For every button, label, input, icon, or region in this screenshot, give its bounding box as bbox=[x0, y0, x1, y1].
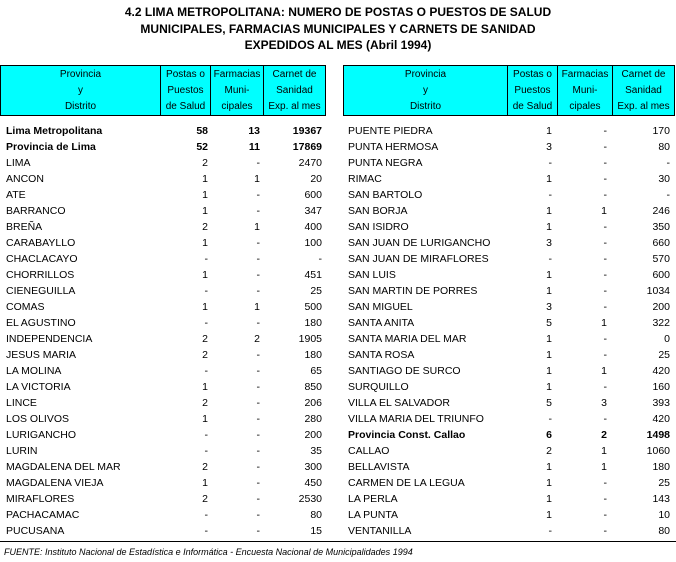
district-name: SAN LUIS bbox=[348, 269, 396, 281]
carnet-value: 25 bbox=[310, 285, 322, 297]
district-name: PACHACAMAC bbox=[6, 509, 80, 521]
district-name: SANTA ROSA bbox=[348, 349, 415, 361]
district-name: SAN BORJA bbox=[348, 205, 408, 217]
table-row bbox=[0, 267, 676, 283]
table-row bbox=[0, 219, 676, 235]
postas-value: 5 bbox=[546, 317, 552, 329]
carnet-value: 20 bbox=[310, 173, 322, 185]
district-name: BREÑA bbox=[6, 221, 43, 233]
district-name: VILLA MARIA DEL TRIUNFO bbox=[348, 413, 484, 425]
header-farmacias: Farmacias Muni- cipales bbox=[211, 66, 264, 116]
district-name: LA PERLA bbox=[348, 493, 398, 505]
district-name: CIENEGUILLA bbox=[6, 285, 76, 297]
bottom-rule bbox=[0, 541, 676, 542]
postas-value: 3 bbox=[546, 141, 552, 153]
farmacias-value: - bbox=[603, 285, 607, 297]
district-name: ATE bbox=[6, 189, 26, 201]
postas-value: 1 bbox=[546, 349, 552, 361]
farmacias-value: 2 bbox=[254, 333, 260, 345]
district-name: Provincia de Lima bbox=[6, 141, 96, 153]
carnet-value: 420 bbox=[652, 365, 670, 377]
table-title bbox=[0, 4, 676, 54]
postas-value: - bbox=[204, 317, 208, 329]
district-name: SAN MIGUEL bbox=[348, 301, 413, 313]
table-row bbox=[0, 155, 676, 171]
table-row bbox=[0, 459, 676, 475]
postas-value: 1 bbox=[546, 205, 552, 217]
carnet-value: 180 bbox=[652, 461, 670, 473]
table-row bbox=[0, 427, 676, 443]
carnet-value: 65 bbox=[310, 365, 322, 377]
table-row bbox=[0, 187, 676, 203]
carnet-value: 170 bbox=[652, 125, 670, 137]
postas-value: - bbox=[204, 525, 208, 537]
carnet-value: 570 bbox=[652, 253, 670, 265]
carnet-value: 80 bbox=[658, 141, 670, 153]
table-row bbox=[0, 203, 676, 219]
postas-value: 2 bbox=[202, 157, 208, 169]
carnet-value: 206 bbox=[304, 397, 322, 409]
district-name: CALLAO bbox=[348, 445, 390, 457]
farmacias-value: - bbox=[603, 301, 607, 313]
carnet-value: 17869 bbox=[292, 141, 322, 153]
postas-value: 1 bbox=[202, 237, 208, 249]
farmacias-value: - bbox=[256, 413, 260, 425]
postas-value: 5 bbox=[546, 397, 552, 409]
carnet-value: 600 bbox=[304, 189, 322, 201]
carnet-value: 600 bbox=[652, 269, 670, 281]
postas-value: 1 bbox=[546, 461, 552, 473]
postas-value: 2 bbox=[202, 333, 208, 345]
district-name: MAGDALENA DEL MAR bbox=[6, 461, 121, 473]
postas-value: 52 bbox=[196, 141, 208, 153]
carnet-value: 347 bbox=[304, 205, 322, 217]
carnet-value: 80 bbox=[658, 525, 670, 537]
title-line-2: MUNICIPALES, FARMACIAS MUNICIPALES Y CARNETS DE SANIDAD bbox=[140, 21, 536, 36]
district-name: INDEPENDENCIA bbox=[6, 333, 93, 345]
postas-value: 1 bbox=[546, 269, 552, 281]
farmacias-value: 1 bbox=[254, 301, 260, 313]
district-name: SAN BARTOLO bbox=[348, 189, 423, 201]
postas-value: 1 bbox=[546, 477, 552, 489]
district-name: CARABAYLLO bbox=[6, 237, 76, 249]
farmacias-value: - bbox=[603, 125, 607, 137]
carnet-value: 850 bbox=[304, 381, 322, 393]
table-row bbox=[0, 379, 676, 395]
postas-value: - bbox=[204, 253, 208, 265]
table-row bbox=[0, 491, 676, 507]
carnet-value: 300 bbox=[304, 461, 322, 473]
farmacias-value: - bbox=[256, 381, 260, 393]
postas-value: 2 bbox=[546, 445, 552, 457]
carnet-value: 1060 bbox=[646, 445, 670, 457]
district-name: CHORRILLOS bbox=[6, 269, 75, 281]
farmacias-value: - bbox=[256, 365, 260, 377]
district-name: PUENTE PIEDRA bbox=[348, 125, 433, 137]
postas-value: 1 bbox=[202, 381, 208, 393]
header-farmacias: Farmacias Muni- cipales bbox=[558, 66, 613, 116]
postas-value: 1 bbox=[202, 477, 208, 489]
carnet-value: 180 bbox=[304, 349, 322, 361]
postas-value: 1 bbox=[546, 493, 552, 505]
carnet-value: - bbox=[666, 157, 670, 169]
carnet-value: 393 bbox=[652, 397, 670, 409]
farmacias-value: 1 bbox=[601, 445, 607, 457]
table-row bbox=[0, 251, 676, 267]
carnet-value: 350 bbox=[652, 221, 670, 233]
carnet-value: 200 bbox=[304, 429, 322, 441]
postas-value: 1 bbox=[202, 189, 208, 201]
carnet-value: - bbox=[666, 189, 670, 201]
district-name: SAN ISIDRO bbox=[348, 221, 409, 233]
carnet-value: 280 bbox=[304, 413, 322, 425]
farmacias-value: 3 bbox=[601, 397, 607, 409]
carnet-value: 19367 bbox=[292, 125, 322, 137]
district-name: Lima Metropolitana bbox=[6, 125, 103, 137]
postas-value: 2 bbox=[202, 397, 208, 409]
district-name: VENTANILLA bbox=[348, 525, 412, 537]
postas-value: 1 bbox=[202, 301, 208, 313]
farmacias-value: - bbox=[256, 461, 260, 473]
carnet-value: 1905 bbox=[298, 333, 322, 345]
postas-value: - bbox=[204, 285, 208, 297]
postas-value: 1 bbox=[546, 381, 552, 393]
farmacias-value: - bbox=[603, 349, 607, 361]
district-name: SANTIAGO DE SURCO bbox=[348, 365, 461, 377]
postas-value: - bbox=[204, 429, 208, 441]
header-postas: Postas o Puestos de Salud bbox=[161, 66, 211, 116]
carnet-value: 500 bbox=[304, 301, 322, 313]
header-provincia-distrito: Provincia y Distrito bbox=[1, 66, 161, 116]
table-row bbox=[0, 443, 676, 459]
postas-value: - bbox=[204, 509, 208, 521]
district-name: CHACLACAYO bbox=[6, 253, 78, 265]
carnet-value: 1498 bbox=[646, 429, 670, 441]
carnet-value: 2470 bbox=[298, 157, 322, 169]
carnet-value: 450 bbox=[304, 477, 322, 489]
carnet-value: 15 bbox=[310, 525, 322, 537]
postas-value: 6 bbox=[546, 429, 552, 441]
farmacias-value: - bbox=[256, 493, 260, 505]
table-row bbox=[0, 331, 676, 347]
carnet-value: 160 bbox=[652, 381, 670, 393]
farmacias-value: - bbox=[603, 253, 607, 265]
district-name: ANCON bbox=[6, 173, 44, 185]
farmacias-value: 2 bbox=[601, 429, 607, 441]
district-name: LIMA bbox=[6, 157, 31, 169]
carnet-value: 322 bbox=[652, 317, 670, 329]
postas-value: - bbox=[548, 189, 552, 201]
farmacias-value: - bbox=[256, 205, 260, 217]
district-name: MIRAFLORES bbox=[6, 493, 75, 505]
table-row bbox=[0, 123, 676, 139]
table-row bbox=[0, 475, 676, 491]
farmacias-value: - bbox=[256, 509, 260, 521]
district-name: LA VICTORIA bbox=[6, 381, 71, 393]
table-row bbox=[0, 299, 676, 315]
carnet-value: 400 bbox=[304, 221, 322, 233]
district-name: CARMEN DE LA LEGUA bbox=[348, 477, 465, 489]
postas-value: 58 bbox=[196, 125, 208, 137]
carnet-value: 246 bbox=[652, 205, 670, 217]
table-row bbox=[0, 523, 676, 539]
postas-value: - bbox=[204, 445, 208, 457]
farmacias-value: - bbox=[603, 493, 607, 505]
farmacias-value: 1 bbox=[254, 221, 260, 233]
farmacias-value: - bbox=[603, 189, 607, 201]
header-provincia-distrito: Provincia y Distrito bbox=[344, 66, 508, 116]
farmacias-value: - bbox=[256, 525, 260, 537]
postas-value: 1 bbox=[546, 285, 552, 297]
farmacias-value: 1 bbox=[601, 317, 607, 329]
district-name: LOS OLIVOS bbox=[6, 413, 70, 425]
farmacias-value: - bbox=[603, 477, 607, 489]
district-name: LA MOLINA bbox=[6, 365, 62, 377]
title-line-1: 4.2 LIMA METROPOLITANA: NUMERO DE POSTAS O PUESTOS DE SALUD bbox=[124, 5, 552, 19]
carnet-value: 1034 bbox=[646, 285, 670, 297]
farmacias-value: - bbox=[256, 349, 260, 361]
postas-value: 1 bbox=[546, 173, 552, 185]
farmacias-value: - bbox=[256, 445, 260, 457]
farmacias-value: - bbox=[603, 381, 607, 393]
district-name: LURIN bbox=[6, 445, 38, 457]
postas-value: 3 bbox=[546, 301, 552, 313]
carnet-value: 420 bbox=[652, 413, 670, 425]
postas-value: 1 bbox=[546, 509, 552, 521]
district-name: COMAS bbox=[6, 301, 45, 313]
farmacias-value: - bbox=[256, 253, 260, 265]
carnet-value: 200 bbox=[652, 301, 670, 313]
farmacias-value: - bbox=[256, 477, 260, 489]
district-name: PUCUSANA bbox=[6, 525, 65, 537]
district-name: SANTA ANITA bbox=[348, 317, 415, 329]
header-carnet: Carnet de Sanidad Exp. al mes bbox=[613, 66, 675, 116]
farmacias-value: 1 bbox=[601, 205, 607, 217]
carnet-value: 10 bbox=[658, 509, 670, 521]
postas-value: - bbox=[548, 157, 552, 169]
postas-value: 1 bbox=[546, 365, 552, 377]
postas-value: - bbox=[548, 253, 552, 265]
district-name: LINCE bbox=[6, 397, 37, 409]
carnet-value: - bbox=[318, 253, 322, 265]
district-name: Provincia Const. Callao bbox=[348, 429, 466, 441]
farmacias-value: - bbox=[603, 157, 607, 169]
carnet-value: 2530 bbox=[298, 493, 322, 505]
farmacias-value: - bbox=[256, 189, 260, 201]
table-row bbox=[0, 235, 676, 251]
postas-value: 2 bbox=[202, 349, 208, 361]
district-name: JESUS MARIA bbox=[6, 349, 77, 361]
farmacias-value: - bbox=[603, 413, 607, 425]
header-carnet: Carnet de Sanidad Exp. al mes bbox=[264, 66, 326, 116]
postas-value: 1 bbox=[202, 173, 208, 185]
right-header bbox=[343, 65, 675, 116]
farmacias-value: - bbox=[603, 333, 607, 345]
table-row bbox=[0, 411, 676, 427]
table-row bbox=[0, 507, 676, 523]
carnet-value: 0 bbox=[664, 333, 670, 345]
farmacias-value: - bbox=[603, 141, 607, 153]
left-header bbox=[0, 65, 326, 116]
postas-value: 1 bbox=[202, 413, 208, 425]
table-row bbox=[0, 363, 676, 379]
carnet-value: 180 bbox=[304, 317, 322, 329]
header-postas: Postas o Puestos de Salud bbox=[508, 66, 558, 116]
district-name: MAGDALENA VIEJA bbox=[6, 477, 104, 489]
postas-value: 3 bbox=[546, 237, 552, 249]
table-row bbox=[0, 283, 676, 299]
district-name: LA PUNTA bbox=[348, 509, 398, 521]
farmacias-value: - bbox=[256, 429, 260, 441]
farmacias-value: - bbox=[603, 173, 607, 185]
farmacias-value: - bbox=[256, 237, 260, 249]
postas-value: 2 bbox=[202, 493, 208, 505]
district-name: LURIGANCHO bbox=[6, 429, 77, 441]
farmacias-value: - bbox=[256, 269, 260, 281]
carnet-value: 100 bbox=[304, 237, 322, 249]
district-name: EL AGUSTINO bbox=[6, 317, 76, 329]
farmacias-value: - bbox=[256, 397, 260, 409]
postas-value: 1 bbox=[202, 205, 208, 217]
table-row bbox=[0, 139, 676, 155]
district-name: SANTA MARIA DEL MAR bbox=[348, 333, 467, 345]
farmacias-value: 1 bbox=[601, 461, 607, 473]
district-name: SAN MARTIN DE PORRES bbox=[348, 285, 478, 297]
postas-value: 1 bbox=[546, 125, 552, 137]
table-row bbox=[0, 315, 676, 331]
postas-value: - bbox=[548, 413, 552, 425]
source-note: FUENTE: Instituto Nacional de Estadística e Informática - Encuesta Nacional de Municipalidades 1994 bbox=[4, 547, 413, 557]
postas-value: 1 bbox=[546, 333, 552, 345]
farmacias-value: - bbox=[603, 237, 607, 249]
farmacias-value: 1 bbox=[254, 173, 260, 185]
farmacias-value: 13 bbox=[248, 125, 260, 137]
table-row bbox=[0, 347, 676, 363]
carnet-value: 143 bbox=[652, 493, 670, 505]
postas-value: 1 bbox=[202, 269, 208, 281]
district-name: SURQUILLO bbox=[348, 381, 409, 393]
farmacias-value: - bbox=[256, 285, 260, 297]
district-name: PUNTA HERMOSA bbox=[348, 141, 439, 153]
carnet-value: 30 bbox=[658, 173, 670, 185]
postas-value: 2 bbox=[202, 461, 208, 473]
district-name: SAN JUAN DE LURIGANCHO bbox=[348, 237, 491, 249]
carnet-value: 35 bbox=[310, 445, 322, 457]
farmacias-value: - bbox=[603, 221, 607, 233]
farmacias-value: 1 bbox=[601, 365, 607, 377]
postas-value: 1 bbox=[546, 221, 552, 233]
district-name: SAN JUAN DE MIRAFLORES bbox=[348, 253, 489, 265]
district-name: BARRANCO bbox=[6, 205, 66, 217]
farmacias-value: - bbox=[603, 525, 607, 537]
district-name: PUNTA NEGRA bbox=[348, 157, 423, 169]
farmacias-value: - bbox=[603, 269, 607, 281]
title-line-3: EXPEDIDOS AL MES (Abril 1994) bbox=[244, 38, 432, 52]
district-name: VILLA EL SALVADOR bbox=[348, 397, 450, 409]
carnet-value: 25 bbox=[658, 349, 670, 361]
district-name: BELLAVISTA bbox=[348, 461, 410, 473]
farmacias-value: - bbox=[256, 157, 260, 169]
table-row bbox=[0, 395, 676, 411]
district-name: RIMAC bbox=[348, 173, 382, 185]
carnet-value: 80 bbox=[310, 509, 322, 521]
postas-value: 2 bbox=[202, 221, 208, 233]
farmacias-value: - bbox=[256, 317, 260, 329]
farmacias-value: - bbox=[603, 509, 607, 521]
postas-value: - bbox=[204, 365, 208, 377]
carnet-value: 451 bbox=[304, 269, 322, 281]
postas-value: - bbox=[548, 525, 552, 537]
table-row bbox=[0, 171, 676, 187]
carnet-value: 660 bbox=[652, 237, 670, 249]
farmacias-value: 11 bbox=[248, 141, 260, 153]
carnet-value: 25 bbox=[658, 477, 670, 489]
